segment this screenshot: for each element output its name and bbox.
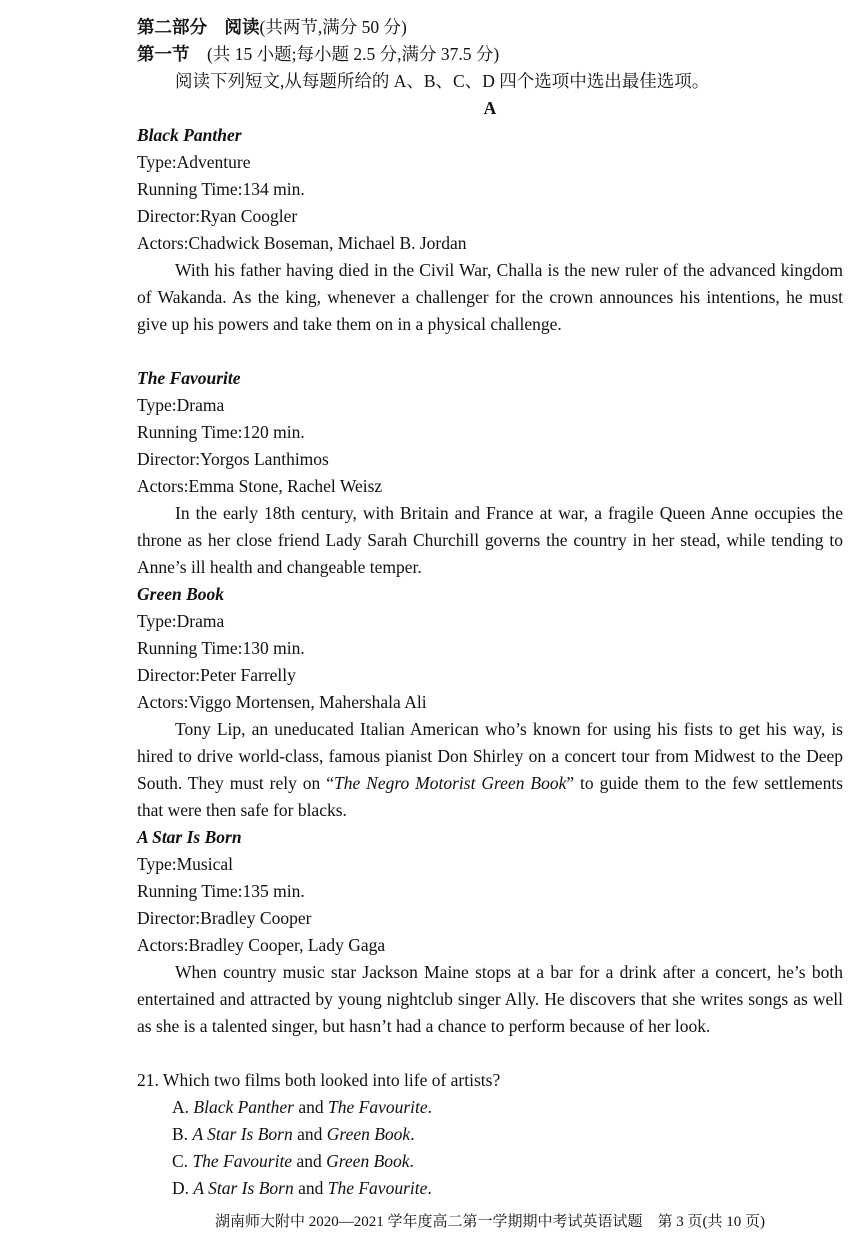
- option-film-2: Green Book: [326, 1151, 410, 1171]
- option-film-2: The Favourite: [327, 1178, 428, 1198]
- film-type: Type:Drama: [137, 611, 225, 631]
- answer-option-d[interactable]: [172, 1175, 432, 1202]
- film-director: Director:Peter Farrelly: [137, 665, 296, 685]
- part-title: 第二部分 阅读: [137, 17, 260, 37]
- option-end: .: [409, 1151, 414, 1171]
- film-summary: [137, 257, 843, 338]
- film-director: Director:Bradley Cooper: [137, 908, 312, 928]
- film-summary-text: When country music star Jackson Maine stops at a bar for a drink after a concert, he’s both entertained and attracted by young nightclub singer Ally. He discovers that she writes songs as well as she is a talented singer, but hasn’t had a chance to perform because of her look.: [137, 962, 843, 1036]
- film-summary: [137, 500, 843, 581]
- instruction: 阅读下列短文,从每题所给的 A、B、C、D 四个选项中选出最佳选项。: [175, 71, 710, 91]
- option-and: and: [293, 1178, 328, 1198]
- option-film-2: The Favourite: [328, 1097, 428, 1117]
- film-summary: [137, 716, 843, 824]
- film-director: Director:Ryan Coogler: [137, 206, 298, 226]
- option-film-1: Black Panther: [193, 1097, 294, 1117]
- option-end: .: [427, 1178, 432, 1198]
- film-actors: Actors:Emma Stone, Rachel Weisz: [137, 476, 383, 496]
- film-actors: Actors:Viggo Mortensen, Mahershala Ali: [137, 692, 427, 712]
- section-title: 第一节: [137, 44, 190, 64]
- option-and: and: [292, 1124, 327, 1144]
- film-running-time: Running Time:134 min.: [137, 179, 305, 199]
- film-summary-book-title: The Negro Motorist Green Book: [333, 773, 567, 793]
- page-footer: 湖南师大附中 2020—2021 学年度高二第一学期期中考试英语试题 第 3 页(共 10 页): [215, 1214, 765, 1230]
- film-title: Green Book: [137, 584, 225, 604]
- film-actors: Actors:Chadwick Boseman, Michael B. Jordan: [137, 233, 467, 253]
- answer-option-a[interactable]: [172, 1094, 432, 1121]
- film-summary: [137, 959, 843, 1040]
- option-letter: A.: [172, 1097, 194, 1117]
- film-actors: Actors:Bradley Cooper, Lady Gaga: [137, 935, 386, 955]
- section-heading: [137, 41, 499, 68]
- question-stem: 21. Which two films both looked into life of artists?: [137, 1070, 501, 1090]
- option-letter: D.: [172, 1178, 194, 1198]
- option-film-1: The Favourite: [192, 1151, 293, 1171]
- film-type: Type:Drama: [137, 395, 225, 415]
- option-end: .: [427, 1097, 433, 1117]
- option-and: and: [292, 1151, 327, 1171]
- option-and: and: [293, 1097, 329, 1117]
- film-summary-text: With his father having died in the Civil War, Challa is the new ruler of the advanced kingdom of Wakanda. As the king, whenever a challenger for the crown announces his intentions, he must give up his powers and take them on in a physical challenge.: [137, 260, 843, 334]
- option-film-2: Green Book: [326, 1124, 411, 1144]
- part-note: (共两节,满分 50 分): [259, 17, 407, 37]
- film-running-time: Running Time:135 min.: [137, 881, 305, 901]
- film-director: Director:Yorgos Lanthimos: [137, 449, 329, 469]
- film-running-time: Running Time:120 min.: [137, 422, 305, 442]
- option-end: .: [410, 1124, 415, 1144]
- film-title: A Star Is Born: [137, 827, 242, 847]
- part-heading: [137, 14, 407, 41]
- film-summary-text: In the early 18th century, with Britain and France at war, a fragile Queen Anne occupies the throne as her close friend Lady Sarah Churchill governs the country in her stead, while tending to Anne’s ill health and changeable temper.: [137, 503, 843, 577]
- film-running-time: Running Time:130 min.: [137, 638, 305, 658]
- film-type: Type:Adventure: [137, 152, 251, 172]
- option-letter: B.: [172, 1124, 193, 1144]
- film-title: Black Panther: [137, 125, 242, 145]
- option-letter: C.: [172, 1151, 193, 1171]
- film-type: Type:Musical: [137, 854, 233, 874]
- answer-option-b[interactable]: [172, 1121, 415, 1148]
- film-title: The Favourite: [137, 368, 241, 388]
- passage-letter: A: [483, 98, 497, 118]
- option-film-1: A Star Is Born: [192, 1124, 293, 1144]
- film-summary-text-a: Tony Lip, an uneducated Italian American who’s known for using his fists to get his way, is hired to drive world-class, famous pianist Don Shirley on a concert tour from Midwest to the Deep South. They must rely on “: [137, 719, 843, 793]
- film-summary-text-b: ” to guide them to the few settlements that were then safe for blacks.: [137, 773, 843, 820]
- option-film-1: A Star Is Born: [193, 1178, 294, 1198]
- answer-option-c[interactable]: [172, 1148, 414, 1175]
- section-note: (共 15 小题;每小题 2.5 分,满分 37.5 分): [189, 44, 500, 64]
